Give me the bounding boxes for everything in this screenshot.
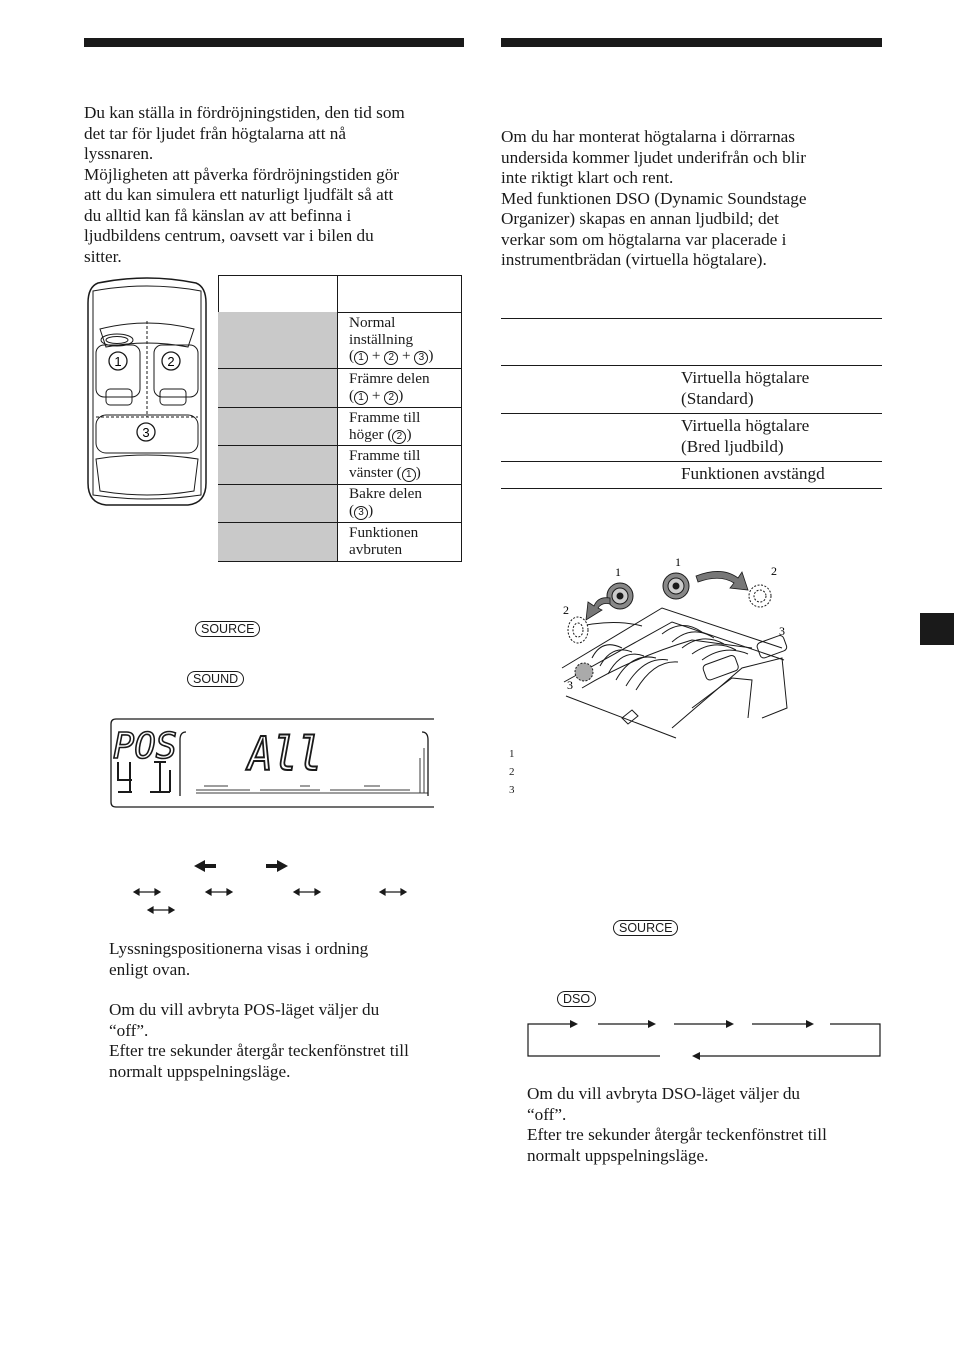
arrow-right-icon bbox=[266, 860, 288, 872]
cell-text: Bakre delen bbox=[349, 485, 422, 502]
text-line: Möjligheten att påverka fördröjningstiden gör bbox=[84, 164, 400, 184]
marker-label: 3 bbox=[142, 425, 150, 440]
lcd-display bbox=[110, 718, 434, 808]
table-row bbox=[349, 315, 433, 365]
text-line: “off”. bbox=[527, 1104, 567, 1124]
legend-number: 3 bbox=[509, 784, 515, 796]
dso-cycle-diagram bbox=[526, 1014, 884, 1062]
marker-label: 1 bbox=[114, 354, 122, 369]
cell-text: ( 3 ) bbox=[349, 501, 374, 519]
text-line: Om du vill avbryta DSO-läget väljer du bbox=[527, 1084, 801, 1103]
right-intro-paragraph bbox=[501, 127, 807, 271]
arrow-right-icon bbox=[806, 1020, 814, 1028]
text-line: undersida kommer ljudet underifrån och blir bbox=[501, 147, 806, 167]
text-line: Om du vill avbryta POS-läget väljer du bbox=[109, 1000, 380, 1019]
left-note-order bbox=[109, 939, 368, 980]
cell-text: vänster ( 1 ) bbox=[349, 463, 421, 481]
cell-text: höger ( 2 ) bbox=[349, 425, 412, 443]
virtual-speaker-icon bbox=[749, 585, 771, 607]
source-button[interactable]: SOURCE bbox=[613, 920, 678, 936]
left-note-cancel bbox=[109, 1000, 409, 1082]
virtual-speaker-icon bbox=[568, 617, 588, 643]
table-row bbox=[349, 448, 421, 482]
cell-text: Virtuella högtalare bbox=[681, 416, 810, 435]
cell-text: Framme till bbox=[349, 409, 421, 426]
left-heading-rule bbox=[84, 38, 464, 47]
text-line: Lyssningspositionerna visas i ordning bbox=[109, 939, 369, 958]
text-line: instrumentbrädan (virtuella högtalare). bbox=[501, 250, 767, 269]
double-arrow-icon bbox=[380, 889, 406, 895]
arrow-left-icon bbox=[194, 860, 216, 872]
curved-arrow-right-icon bbox=[696, 571, 748, 590]
text-line: enligt ovan. bbox=[109, 959, 191, 979]
text-line: Efter tre sekunder återgår teckenfönstret till bbox=[527, 1125, 827, 1144]
arrow-right-icon bbox=[648, 1020, 656, 1028]
double-arrow-icon bbox=[206, 889, 232, 895]
sound-button[interactable]: SOUND bbox=[187, 671, 244, 687]
legend-number: 1 bbox=[509, 748, 515, 760]
right-note-cancel bbox=[527, 1084, 827, 1166]
text-line: det tar för ljudet från högtalarna att nå bbox=[84, 123, 346, 143]
dso-table bbox=[501, 318, 882, 490]
text-line: normalt uppspelningsläge. bbox=[109, 1061, 291, 1081]
illustration-label: 2 bbox=[563, 603, 569, 617]
curved-arrow-left-icon bbox=[586, 598, 610, 620]
cell-text: ( 1 + 2 + 3 ) bbox=[349, 347, 434, 364]
text-line: normalt uppspelningsläge. bbox=[527, 1145, 709, 1165]
source-button[interactable]: SOURCE bbox=[195, 621, 260, 637]
illustration-label: 1 bbox=[675, 555, 681, 569]
table-row bbox=[681, 464, 825, 485]
left-intro-paragraph bbox=[84, 103, 405, 267]
double-arrow-icon bbox=[294, 889, 320, 895]
text-line: Efter tre sekunder återgår teckenfönstret till bbox=[109, 1041, 409, 1060]
table-row bbox=[681, 416, 809, 457]
speaker-icon bbox=[607, 583, 633, 609]
cell-text: Främre delen bbox=[349, 370, 430, 387]
table-row bbox=[349, 525, 418, 558]
cell-text: Virtuella högtalare bbox=[681, 368, 810, 387]
text-line: sitter. bbox=[84, 246, 122, 266]
table-row bbox=[349, 371, 430, 405]
text-line: “off”. bbox=[109, 1020, 149, 1040]
dso-button[interactable]: DSO bbox=[557, 991, 596, 1007]
illustration-label: 2 bbox=[771, 564, 777, 578]
table-row bbox=[349, 410, 420, 444]
arrow-right-icon bbox=[570, 1020, 578, 1028]
table-shaded-column bbox=[218, 312, 338, 561]
text-line: inte riktigt klart och rent. bbox=[501, 168, 674, 187]
text-line: Du kan ställa in fördröjningstiden, den tid som bbox=[84, 103, 405, 122]
legend-number: 2 bbox=[509, 766, 515, 778]
illustration-label: 3 bbox=[779, 624, 785, 638]
cell-text: inställning bbox=[349, 330, 414, 348]
cell-text: Normal bbox=[349, 314, 396, 331]
cell-text: Funktionen bbox=[349, 524, 419, 541]
cell-text: ( 1 + 2 ) bbox=[349, 386, 404, 404]
car-top-view-illustration bbox=[84, 277, 210, 511]
right-heading-rule bbox=[501, 38, 882, 47]
cell-text: (Standard) bbox=[681, 388, 754, 408]
position-table bbox=[218, 275, 463, 562]
table-row bbox=[349, 486, 422, 520]
illustration-label: 3 bbox=[567, 678, 573, 692]
text-line: ljudbildens centrum, oavsett var i bilen du bbox=[84, 226, 374, 245]
cell-text: Framme till bbox=[349, 447, 421, 464]
rear-speaker-icon bbox=[575, 663, 593, 681]
text-line: Organizer) skapas en annan ljudbild; det bbox=[501, 209, 779, 228]
double-arrow-icon bbox=[134, 889, 160, 895]
text-line: du alltid kan få känslan av att befinna i bbox=[84, 205, 352, 225]
speaker-icon bbox=[663, 573, 689, 599]
text-line: Med funktionen DSO (Dynamic Soundstage bbox=[501, 188, 807, 208]
text-line: Om du har monterat högtalarna i dörrarnas bbox=[501, 127, 795, 146]
text-line: lyssnaren. bbox=[84, 144, 154, 163]
cell-text: (Bred ljudbild) bbox=[681, 436, 784, 456]
illustration-label: 1 bbox=[615, 565, 621, 579]
arrow-left-icon bbox=[692, 1052, 700, 1060]
lcd-mode-label: POS bbox=[113, 726, 177, 767]
text-line: verkar som om högtalarna var placerade i bbox=[501, 229, 787, 249]
car-interior-speaker-illustration bbox=[552, 548, 792, 748]
cell-text: Funktionen avstängd bbox=[681, 464, 825, 483]
lcd-value-label: All bbox=[245, 727, 322, 781]
cell-text: avbruten bbox=[349, 540, 403, 558]
table-header bbox=[218, 275, 462, 313]
table-row bbox=[681, 368, 809, 409]
double-arrow-icon bbox=[148, 907, 174, 913]
text-line: att du kan simulera ett naturligt ljudfält så att bbox=[84, 185, 394, 204]
section-tab-marker bbox=[920, 613, 954, 645]
direction-arrows bbox=[130, 858, 420, 920]
marker-label: 2 bbox=[167, 354, 175, 369]
arrow-right-icon bbox=[726, 1020, 734, 1028]
